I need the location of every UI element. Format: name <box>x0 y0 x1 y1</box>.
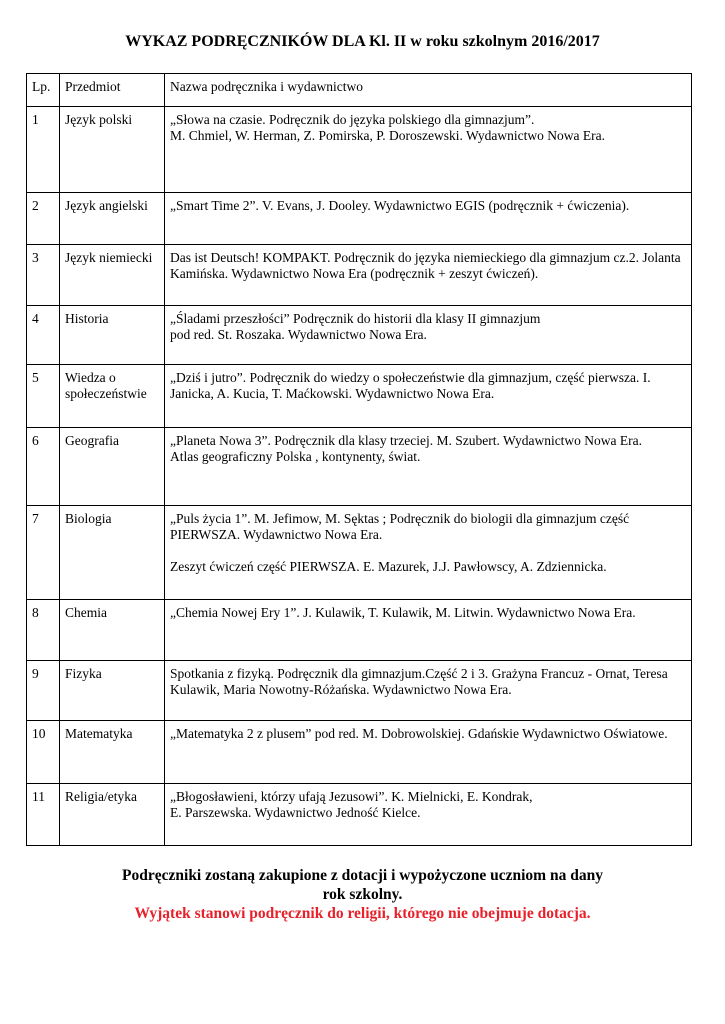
book-line: „Puls życia 1”. M. Jefimow, M. Sęktas ; Podręcznik do biologii dla gimnazjum część PIERWSZA. Wydawnictwo Nowa Era. <box>170 511 630 542</box>
row-lp: 5 <box>27 365 60 428</box>
spacer <box>170 543 686 559</box>
book-line: „Chemia Nowej Ery 1”. J. Kulawik, T. Kulawik, M. Litwin. Wydawnictwo Nowa Era. <box>170 605 636 620</box>
book-line: „Błogosławieni, którzy ufają Jezusowi”. K. Mielnicki, E. Kondrak, <box>170 789 533 804</box>
book-line: „Planeta Nowa 3”. Podręcznik dla klasy trzeciej. M. Szubert. Wydawnictwo Nowa Era. <box>170 433 643 448</box>
row-lp: 3 <box>27 245 60 306</box>
table-row <box>27 661 692 721</box>
row-subject: Biologia <box>60 506 165 600</box>
book-line: E. Parszewska. Wydawnictwo Jedność Kielce. <box>170 805 421 820</box>
book-line: „Matematyka 2 z plusem” pod red. M. Dobrowolskiej. Gdańskie Wydawnictwo Oświatowe. <box>170 726 668 741</box>
row-book <box>165 784 692 846</box>
table-row <box>27 365 692 428</box>
row-book <box>165 721 692 784</box>
row-subject: Religia/etyka <box>60 784 165 846</box>
row-subject: Język niemiecki <box>60 245 165 306</box>
row-subject: Chemia <box>60 600 165 661</box>
row-subject: Historia <box>60 306 165 365</box>
row-book <box>165 506 692 600</box>
table-row <box>27 506 692 600</box>
table-header-row <box>27 74 692 107</box>
row-lp: 11 <box>27 784 60 846</box>
row-lp: 6 <box>27 428 60 506</box>
book-line: Das ist Deutsch! KOMPAKT. Podręcznik do języka niemieckiego dla gimnazjum cz.2. Jolanta Kamińska. Wydawnictwo Nowa Era (podręcznik + zeszyt ćwiczeń). <box>170 250 681 281</box>
header-subject: Przedmiot <box>60 74 165 107</box>
header-lp: Lp. <box>27 74 60 107</box>
row-book <box>165 661 692 721</box>
footer-warning: Wyjątek stanowi podręcznik do religii, którego nie obejmuje dotacja. <box>134 905 591 922</box>
book-line: Atlas geograficzny Polska , kontynenty, świat. <box>170 449 421 464</box>
row-lp: 8 <box>27 600 60 661</box>
book-line: Zeszyt ćwiczeń część PIERWSZA. E. Mazurek, J.J. Pawłowscy, A. Zdziennicka. <box>170 559 607 574</box>
table-row <box>27 245 692 306</box>
book-line: M. Chmiel, W. Herman, Z. Pomirska, P. Doroszewski. Wydawnictwo Nowa Era. <box>170 128 606 143</box>
table-row <box>27 193 692 245</box>
textbook-table <box>26 73 692 846</box>
row-book <box>165 600 692 661</box>
row-book <box>165 107 692 193</box>
row-subject: Geografia <box>60 428 165 506</box>
table-row <box>27 107 692 193</box>
table-row <box>27 721 692 784</box>
table-row <box>27 306 692 365</box>
row-book <box>165 193 692 245</box>
row-subject: Wiedza o społeczeństwie <box>60 365 165 428</box>
page-title: WYKAZ PODRĘCZNIKÓW DLA Kl. II w roku szkolnym 2016/2017 <box>125 33 600 50</box>
row-book <box>165 245 692 306</box>
row-book <box>165 306 692 365</box>
book-line: „Dziś i jutro”. Podręcznik do wiedzy o społeczeństwie dla gimnazjum, część pierwsza. I. Janicka, A. Kucia, T. Maćkowski. Wydawnictwo Nowa Era. <box>170 370 651 401</box>
row-subject: Język angielski <box>60 193 165 245</box>
row-lp: 7 <box>27 506 60 600</box>
footer-line-1: Podręczniki zostaną zakupione z dotacji i wypożyczone uczniom na dany <box>122 867 603 884</box>
table-row <box>27 600 692 661</box>
book-line: pod red. St. Roszaka. Wydawnictwo Nowa Era. <box>170 327 427 342</box>
row-book <box>165 428 692 506</box>
row-lp: 4 <box>27 306 60 365</box>
row-lp: 10 <box>27 721 60 784</box>
footer-line-2: rok szkolny. <box>322 886 403 903</box>
row-lp: 2 <box>27 193 60 245</box>
row-lp: 9 <box>27 661 60 721</box>
book-line: „Smart Time 2”. V. Evans, J. Dooley. Wydawnictwo EGIS (podręcznik + ćwiczenia). <box>170 198 630 213</box>
book-line: „Śladami przeszłości” Podręcznik do historii dla klasy II gimnazjum <box>170 311 541 326</box>
row-book <box>165 365 692 428</box>
footer-note <box>0 866 725 923</box>
table-row <box>27 428 692 506</box>
row-subject: Matematyka <box>60 721 165 784</box>
book-line: Spotkania z fizyką. Podręcznik dla gimnazjum.Część 2 i 3. Grażyna Francuz - Ornat, Teresa Kulawik, Maria Nowotny-Różańska. Wydawnictwo Nowa Era. <box>170 666 668 697</box>
row-lp: 1 <box>27 107 60 193</box>
row-subject: Język polski <box>60 107 165 193</box>
book-line: „Słowa na czasie. Podręcznik do języka polskiego dla gimnazjum”. <box>170 112 535 127</box>
header-book: Nazwa podręcznika i wydawnictwo <box>165 74 692 107</box>
row-subject: Fizyka <box>60 661 165 721</box>
table-row <box>27 784 692 846</box>
